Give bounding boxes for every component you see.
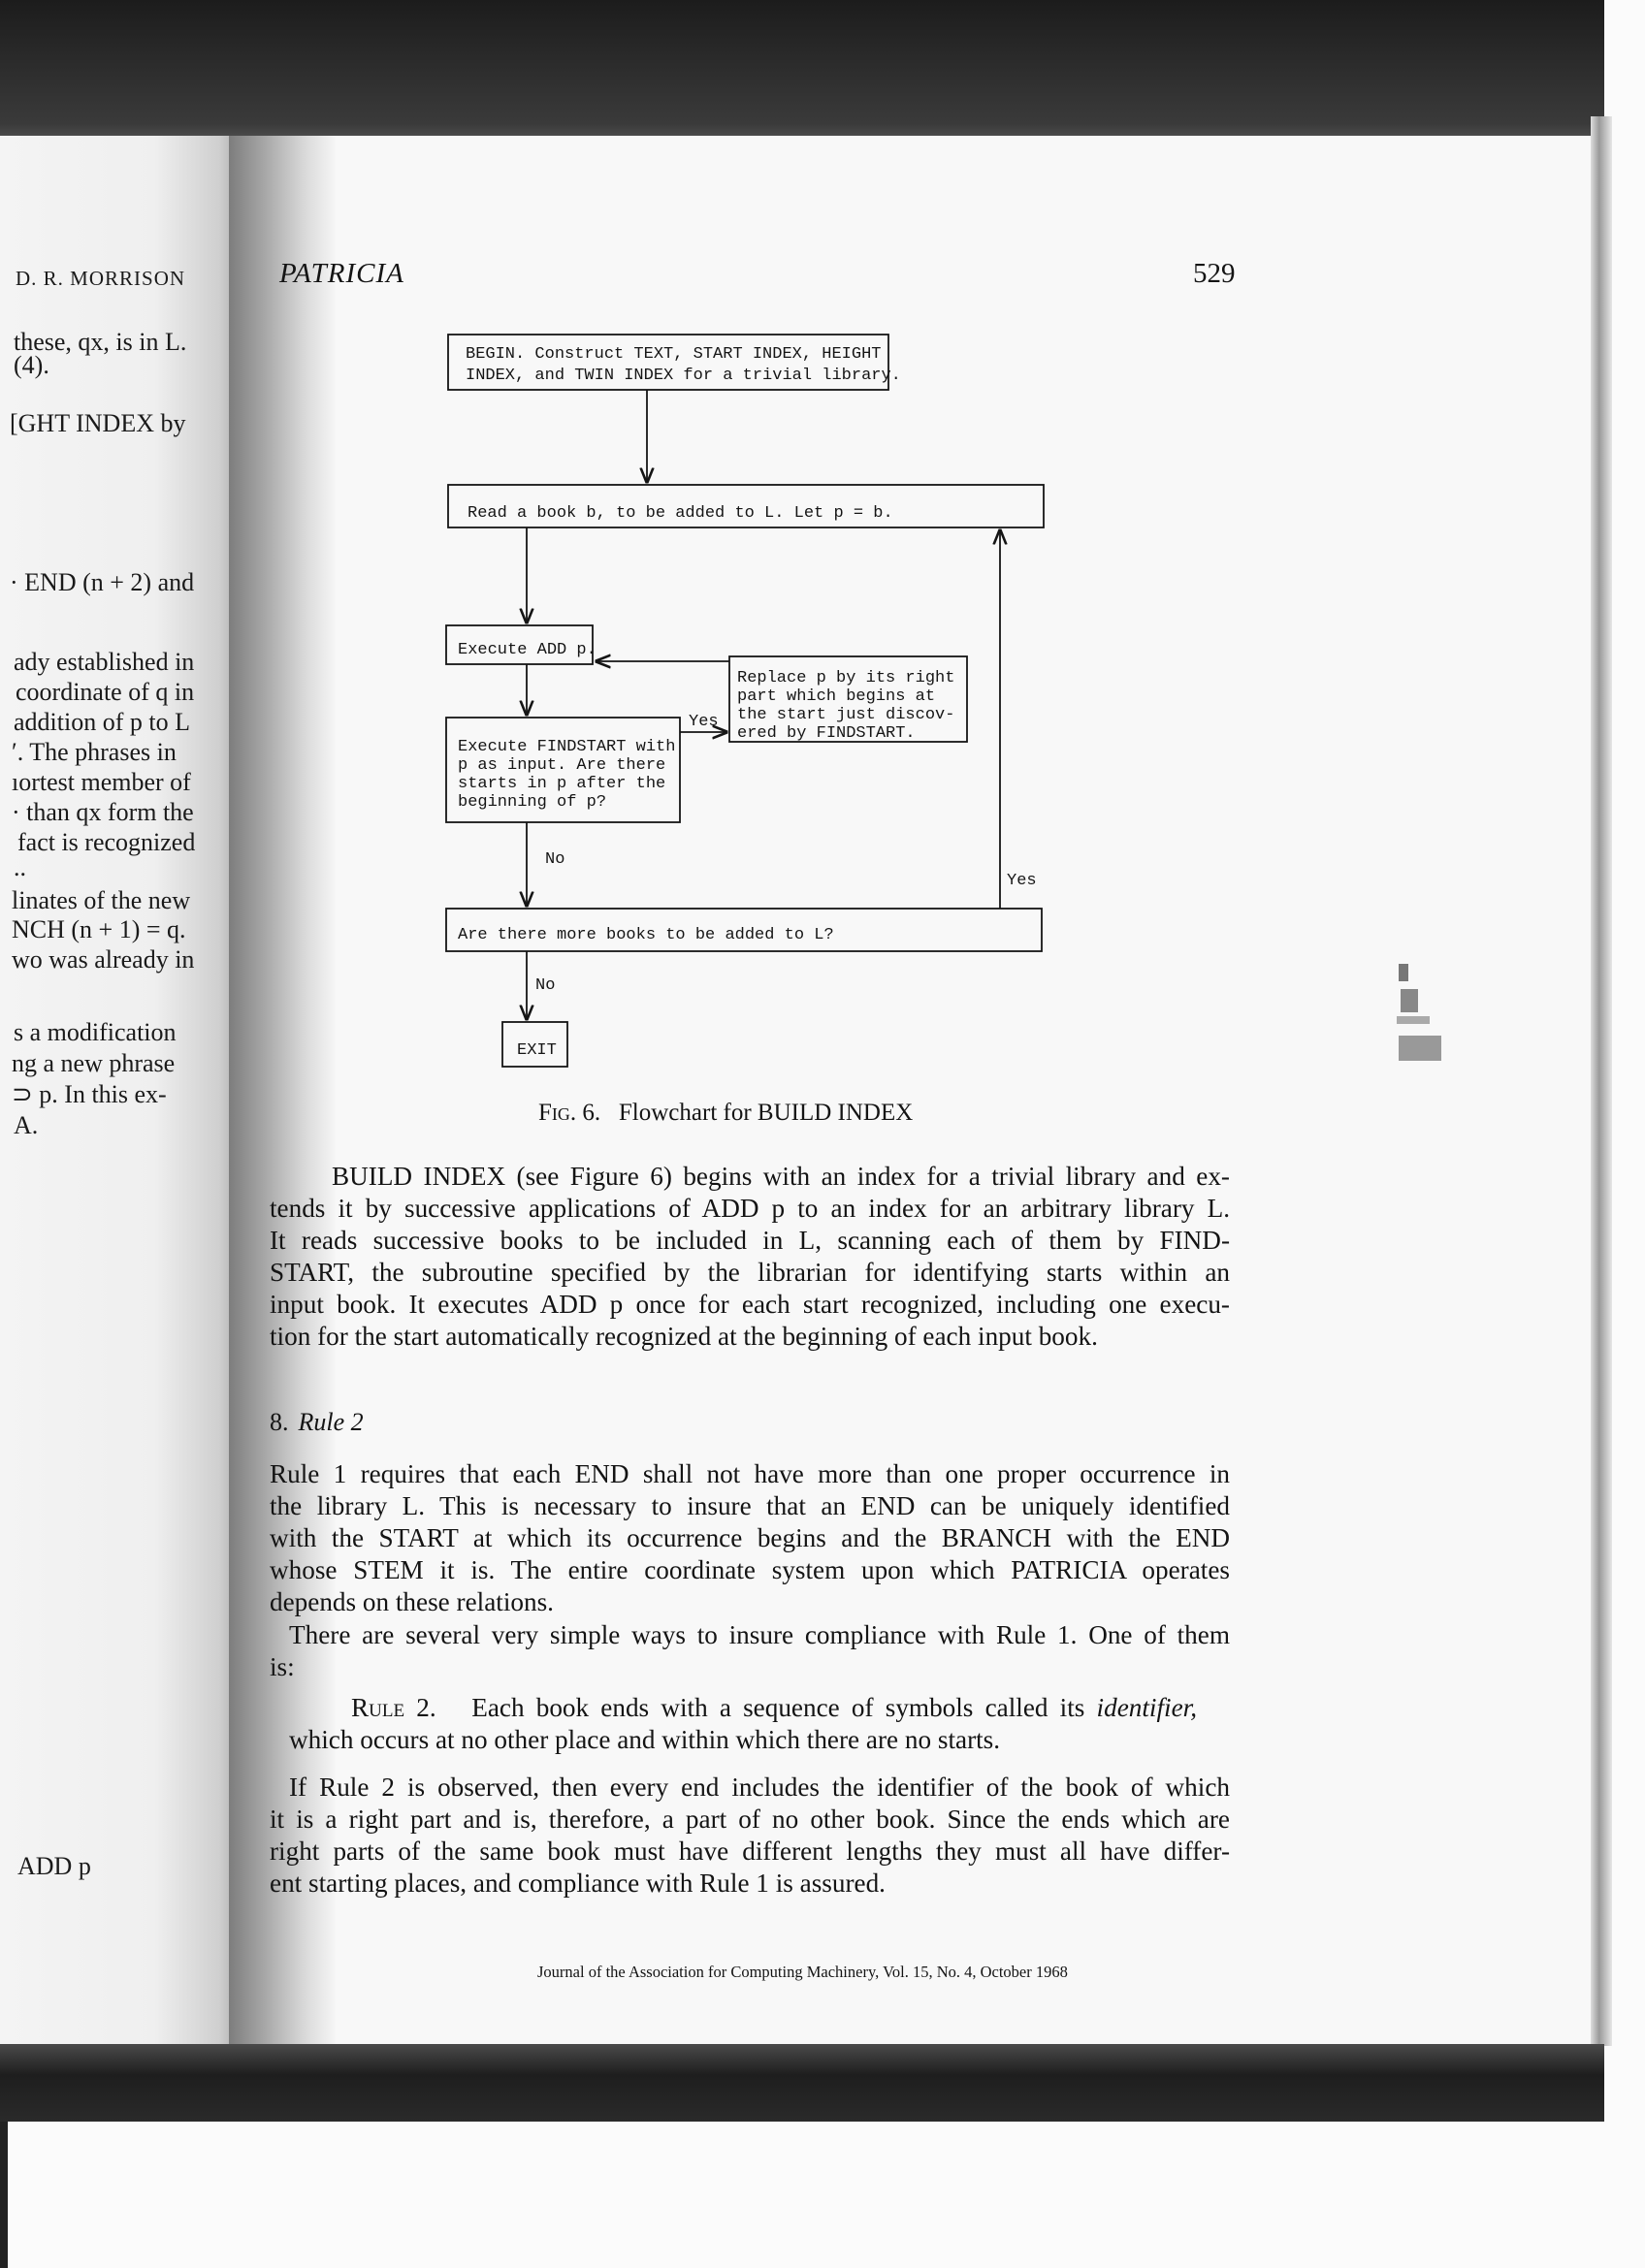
replace-text-1: Replace p by its right [737,669,955,687]
text-line: input book. It executes ADD p once for each start recognized, including one execu- [270,1290,1230,1319]
paragraph-rule1 [270,1458,1230,1618]
text-line: Rule 1 requires that each END shall not have more than one proper occurrence in [270,1459,1230,1488]
rule2-identifier: identifier, [1096,1693,1197,1722]
text-line: the library L. This is necessary to insure that an END can be uniquely identified [270,1491,1230,1520]
left-line: ady established in [14,648,195,676]
text-line: There are several very simple ways to insure compliance with Rule 1. One of them [289,1620,1230,1649]
rule2-statement [289,1692,1197,1756]
left-line: ′. The phrases in [12,738,177,766]
caption-prefix: Fig. 6. [538,1100,601,1126]
left-line: .. [14,853,26,881]
read-text: Read a book b, to be added to L. Let p = b. [468,504,893,523]
exit-text: EXIT [517,1041,557,1060]
rule2-text: Each book ends with a sequence of symbols called its [471,1693,1085,1722]
findstart-text-4: beginning of p? [458,793,607,812]
text-line: which occurs at no other place and within which there are no starts. [289,1725,1001,1754]
findstart-text-2: p as input. Are there [458,756,666,775]
execute-add-text: Execute ADD p. [458,641,597,659]
left-running-head: D. R. MORRISON [16,267,186,290]
findstart-text-1: Execute FINDSTART with [458,738,676,756]
text-line: with the START at which its occurrence begins and the BRANCH with the END [270,1523,1230,1552]
more-books-text: Are there more books to be added to L? [458,926,834,944]
left-line: NCH (n + 1) = q. [12,915,186,943]
replace-text-3: the start just discov- [737,706,955,724]
paragraph-build-index [270,1161,1230,1353]
text-line: depends on these relations. [270,1587,554,1616]
left-line: coordinate of q in [16,678,195,706]
begin-text-1: BEGIN. Construct TEXT, START INDEX, HEIGHT [466,345,882,364]
replace-text-2: part which begins at [737,687,936,706]
yes-label-more: Yes [1007,872,1037,890]
journal-footer: Journal of the Association for Computing Machinery, Vol. 15, No. 4, October 1968 [537,1963,1068,1981]
figure-caption [538,1100,913,1127]
scan-edge-mark [0,2122,8,2268]
left-line: ng a new phrase [12,1049,176,1077]
left-line: wo was already in [12,945,195,974]
left-line: [GHT INDEX by [10,409,186,437]
paragraph-rule2-observed [270,1772,1230,1900]
text-line: START, the subroutine specified by the librarian for identifying starts within an [270,1258,1230,1287]
replace-text-4: ered by FINDSTART. [737,724,916,743]
left-line: linates of the new [12,886,191,914]
text-line: tion for the start automatically recognized at the beginning of each input book. [270,1322,1098,1351]
left-line: · than qx form the [12,798,194,826]
left-line: ıortest member of [12,768,191,796]
left-line: addition of p to L [14,708,190,736]
left-line: these, qx, is in L. [14,328,187,356]
left-line: fact is recognized [17,828,196,856]
findstart-text-3: starts in p after the [458,775,666,793]
paragraph-compliance [270,1619,1230,1683]
text-line: It reads successive books to be included in L, scanning each of them by FIND- [270,1226,1230,1255]
left-line: s a modification [14,1018,177,1046]
left-line: · END (n + 2) and [10,568,195,596]
no-label-findstart: No [545,850,565,869]
text-line: tends it by successive applications of ADD p to an index for an arbitrary library L. [270,1194,1230,1223]
running-head: PATRICIA [279,258,404,289]
text-line: it is a right part and is, therefore, a part of no other book. Since the ends which are [270,1805,1230,1834]
bleed-through-marks [1395,960,1447,1076]
text-line: right parts of the same book must have different lengths they must all have differ- [270,1837,1230,1866]
rule2-label: Rule 2. [351,1693,436,1722]
scan-bottom-shadow [0,2044,1604,2122]
left-line: ADD p [17,1852,91,1880]
text-line: ent starting places, and compliance with Rule 1 is assured. [270,1869,886,1898]
text-line [289,1692,1197,1724]
yes-label-findstart: Yes [689,713,719,731]
flowchart [0,0,1645,1086]
begin-text-2: INDEX, and TWIN INDEX for a trivial library. [466,367,901,385]
caption-text: Flowchart for BUILD INDEX [618,1100,914,1126]
no-label-more: No [535,976,556,995]
text-line: If Rule 2 is observed, then every end includes the identifier of the book of which [289,1773,1230,1802]
text-line: whose STEM it is. The entire coordinate system upon which PATRICIA operates [270,1555,1230,1584]
left-line: ⊃ p. In this ex- [12,1080,167,1108]
text-line: BUILD INDEX (see Figure 6) begins with an index for a trivial library and ex- [332,1162,1230,1191]
page-number: 529 [1193,258,1236,289]
section-heading [270,1408,364,1437]
section-number: 8. [270,1408,289,1436]
left-line: A. [14,1111,39,1139]
text-line: is: [270,1652,295,1681]
section-title: Rule 2 [298,1408,364,1436]
left-line: (4). [14,351,49,379]
